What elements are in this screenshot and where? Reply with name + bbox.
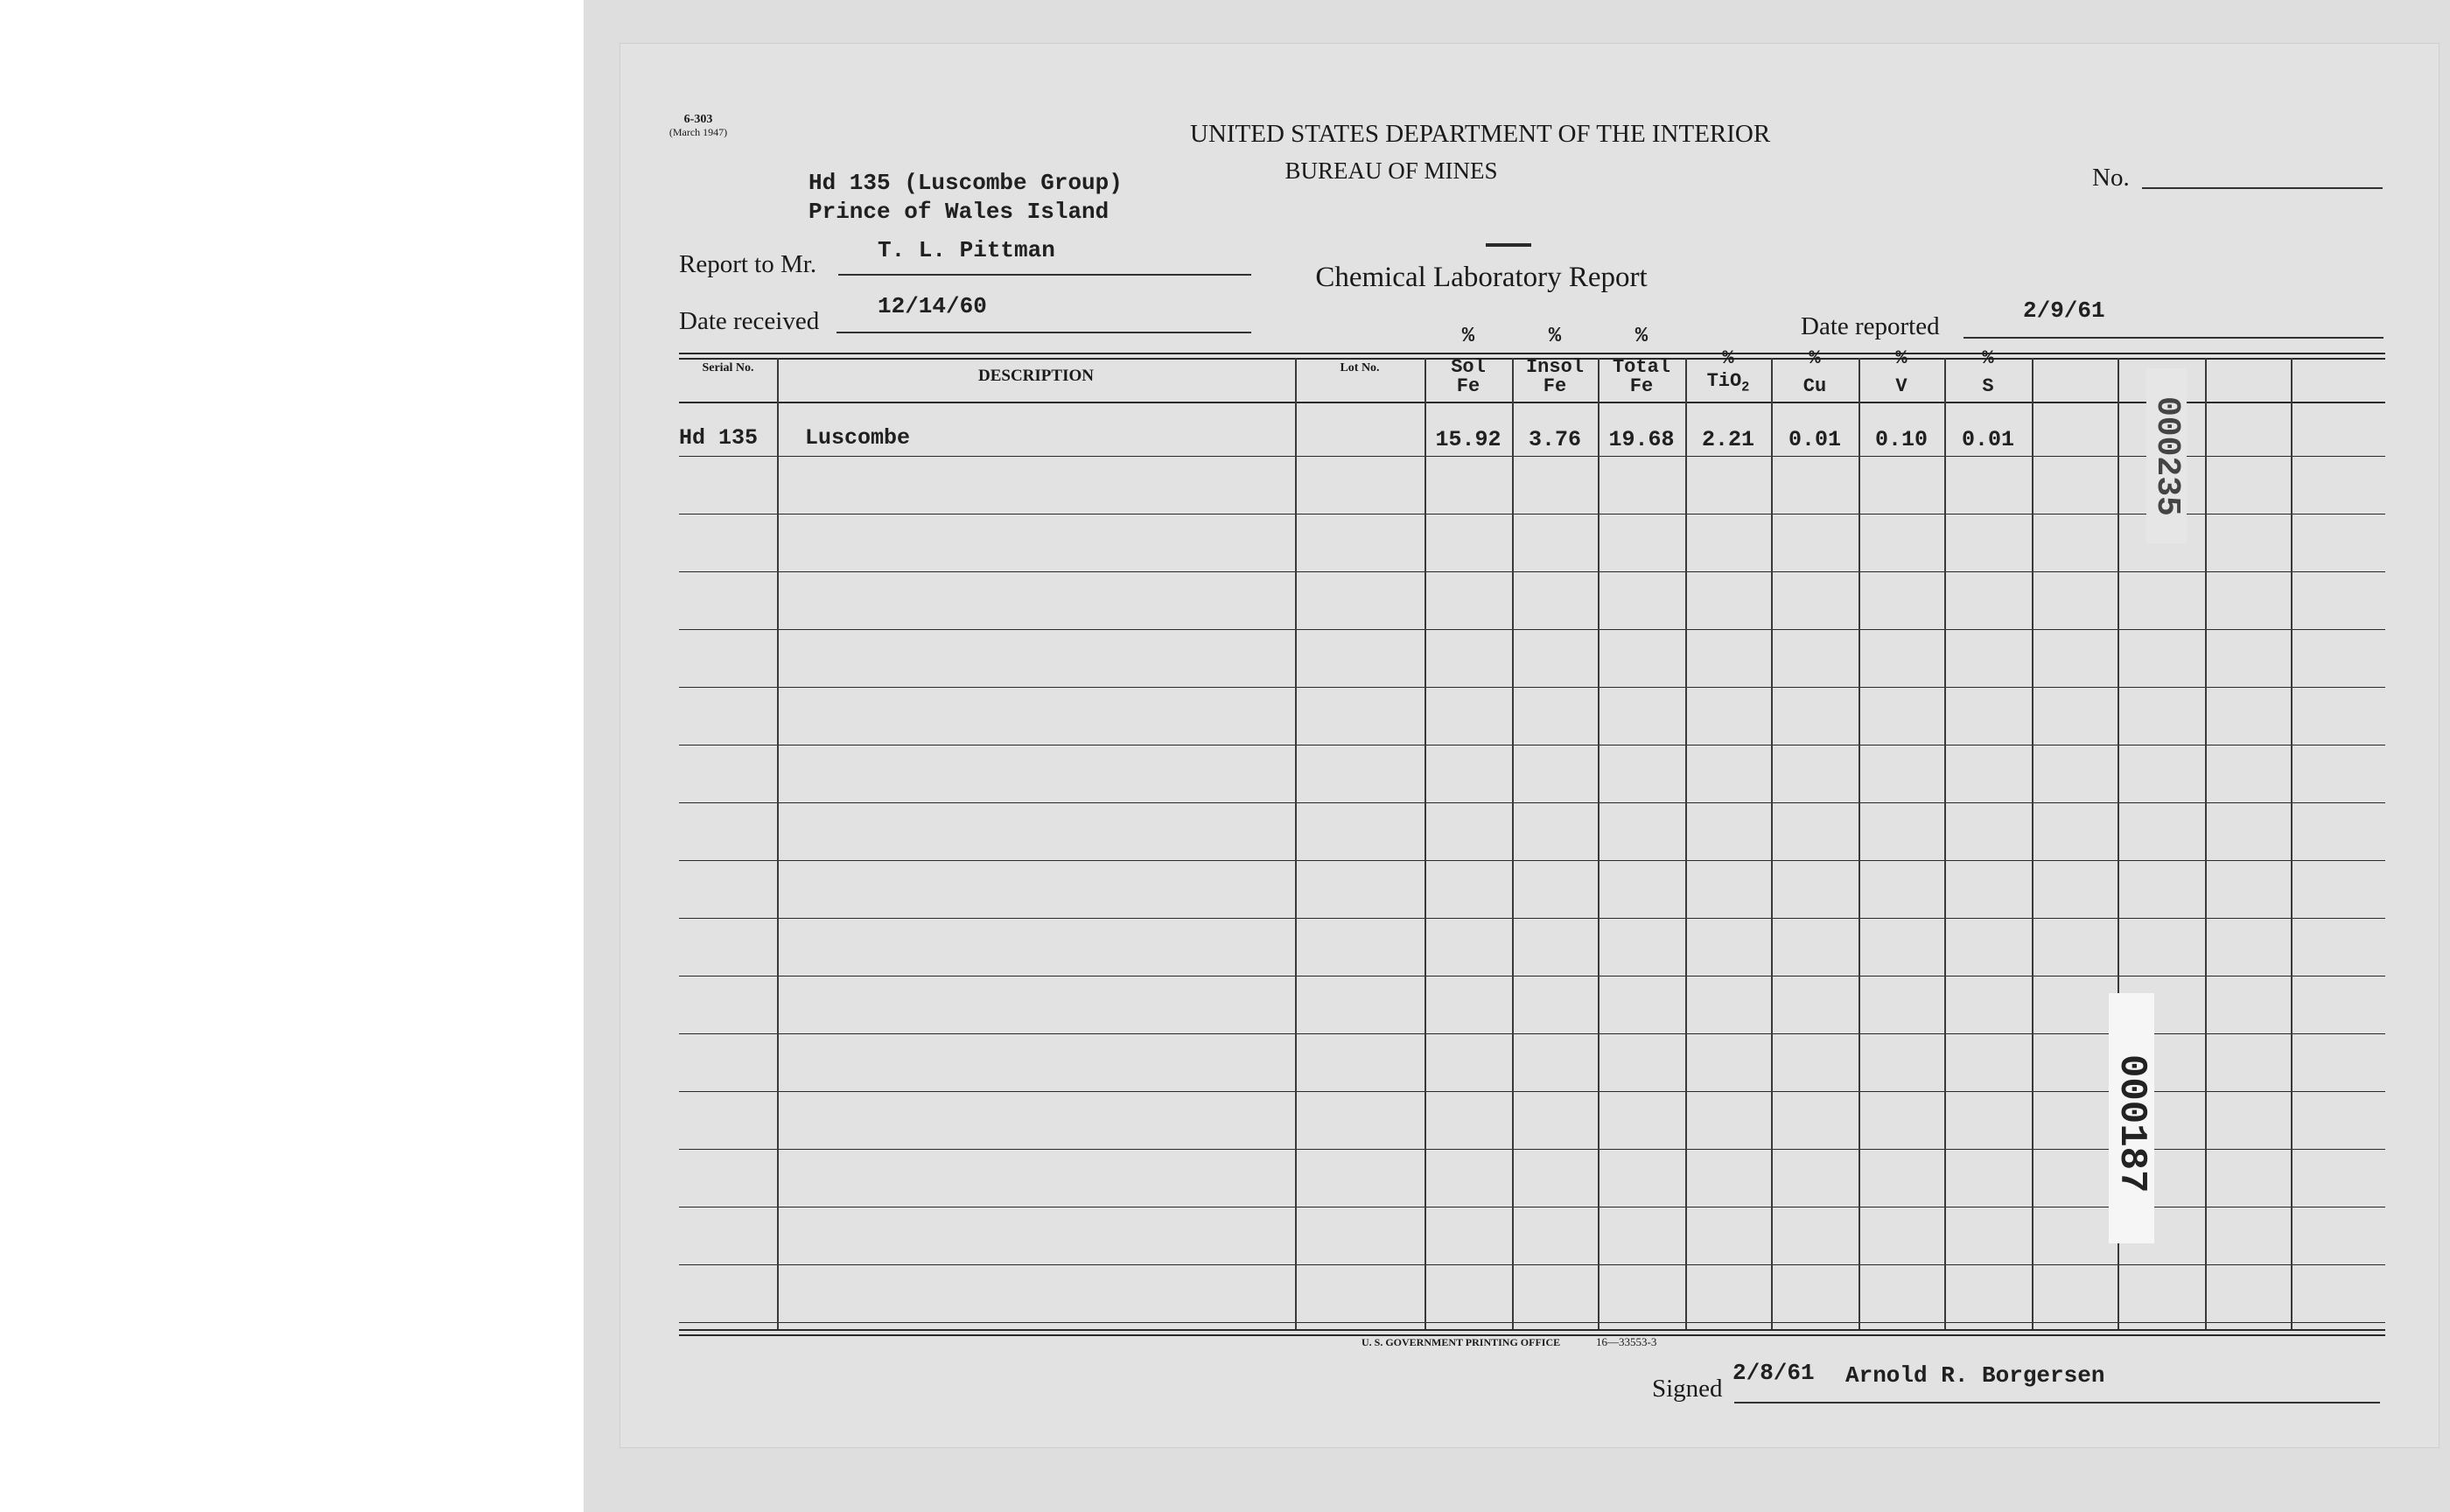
col-header-v: V [1895,375,1908,397]
col-header-description: DESCRIPTION [978,367,1094,385]
col-line [1944,358,1946,1329]
signature-blank [1734,1402,2380,1404]
cell-insol-fe: 3.76 [1528,427,1581,452]
date-received-label: Date received [679,307,820,335]
cell-description: Luscombe [805,425,911,451]
pct-s: % [1982,347,1994,369]
row-line [679,629,2385,630]
row-line [679,802,2385,803]
printer-code: 16—33553-3 [1596,1335,1657,1348]
col-header-serial: Serial No. [702,361,754,374]
pct-sol-fe: % [1461,325,1475,348]
date-reported-blank [1964,337,2384,339]
cell-v: 0.10 [1874,427,1928,452]
date-reported-label: Date reported [1801,312,1940,340]
pct-total-fe: % [1634,325,1648,348]
col-line [1424,358,1426,1329]
col-line [1858,358,1860,1329]
bureau-title: BUREAU OF MINES [1284,158,1498,184]
col-header-cu: Cu [1802,375,1827,397]
report-to-blank [838,274,1251,276]
no-label: No. [2092,164,2130,192]
row-line [679,860,2385,861]
row-line [679,687,2385,688]
row-line [679,1322,2385,1323]
cell-total-fe: 19.68 [1608,427,1675,452]
col-line [2291,358,2292,1329]
signed-date: 2/8/61 [1732,1360,1815,1386]
table-bottom-rule [679,1329,2385,1331]
title-divider [1486,243,1531,247]
report-to-label: Report to Mr. [679,250,817,278]
cell-tio2: 2.21 [1701,427,1754,452]
printer-label: U. S. GOVERNMENT PRINTING OFFICE [1362,1336,1561,1348]
tio2-text: TiO [1706,370,1742,392]
col-header-insol-fe: Insol Fe [1525,356,1584,397]
sample-line-2: Prince of Wales Island [808,199,1110,225]
pct-insol-fe: % [1548,325,1562,348]
pct-v: % [1895,347,1908,369]
col-header-sol-fe: Sol Fe [1451,356,1486,397]
pct-tio2: % [1722,347,1734,369]
col-line [2032,358,2034,1329]
tio2-subscript: 2 [1741,379,1750,396]
col-header-lot: Lot No. [1340,361,1380,374]
no-blank [2142,187,2383,189]
row-line [679,745,2385,746]
form-code-number: 6-303 [683,113,713,126]
col-line [1598,358,1600,1329]
table-header-rule [679,402,2385,403]
cell-cu: 0.01 [1788,427,1841,452]
table-top-rule [679,353,2385,354]
col-header-total-fe: Total Fe [1612,356,1670,397]
archive-stamp-top: 000235 [2146,368,2187,543]
department-title: UNITED STATES DEPARTMENT OF THE INTERIOR [1190,120,1771,148]
row-line [679,1264,2385,1265]
report-title: Chemical Laboratory Report [1315,262,1648,293]
sample-line-1: Hd 135 (Luscombe Group) [808,170,1123,196]
date-received-blank [836,332,1251,333]
col-line [1685,358,1687,1329]
col-line [1771,358,1773,1329]
col-line [2205,358,2207,1329]
archive-stamp-bottom: 000187 [2109,993,2154,1243]
report-to-value: T. L. Pittman [878,237,1055,263]
date-received-value: 12/14/60 [878,293,987,319]
col-line [1512,358,1514,1329]
col-line [1295,358,1297,1329]
cell-s: 0.01 [1961,427,2014,452]
signed-label: Signed [1652,1375,1723,1403]
cell-sol-fe: 15.92 [1435,427,1502,452]
form-edition: (March 1947) [668,126,728,138]
col-header-s: S [1982,375,1994,397]
col-header-tio2 [1685,370,1771,395]
cell-serial: Hd 135 [679,425,759,451]
signed-name: Arnold R. Borgersen [1845,1362,2105,1389]
row-line [679,918,2385,919]
form-code [663,113,733,139]
col-line [777,358,779,1329]
row-line [679,571,2385,572]
lab-report-sheet [620,43,2440,1448]
date-reported-value: 2/9/61 [2023,298,2105,324]
row-line [679,456,2385,457]
pct-cu: % [1809,347,1821,369]
